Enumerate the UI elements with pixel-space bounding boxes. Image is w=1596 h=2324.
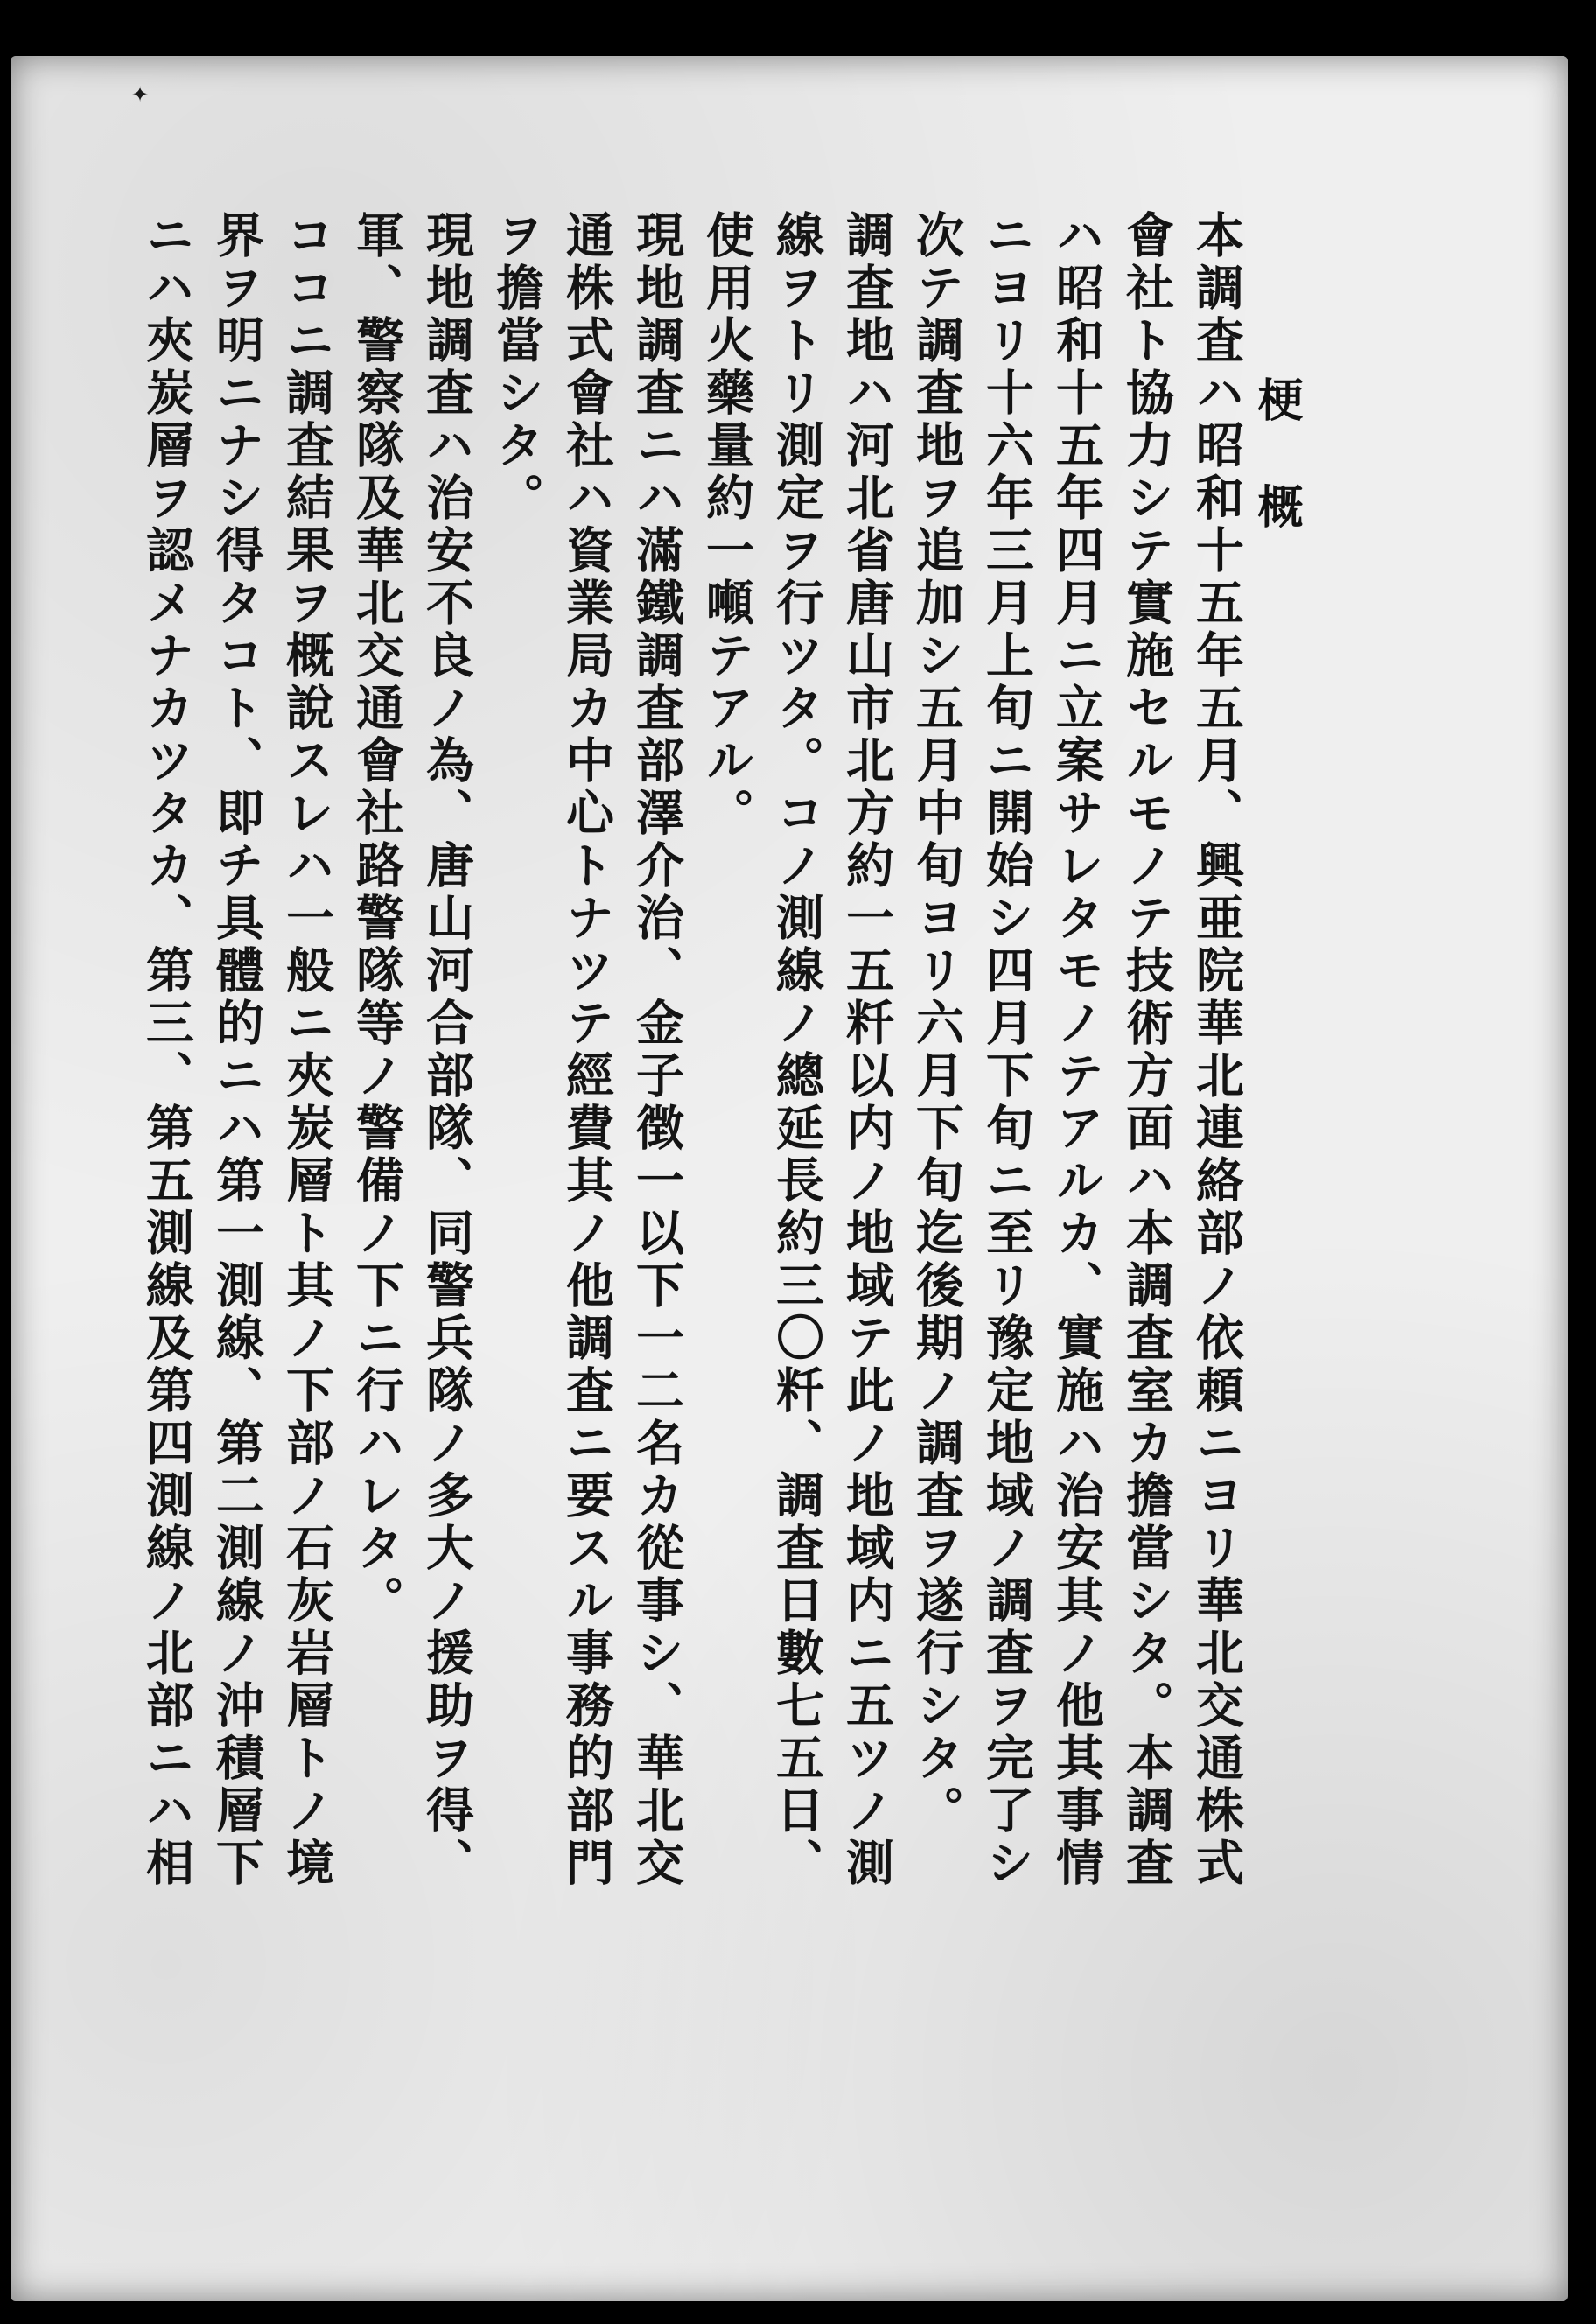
text-column-8: 使用火藥量約一噸テアル。: [698, 210, 755, 840]
text-column-6: 調査地ハ河北省唐山市北方約一五粁以内ノ地域テ此ノ地域内ニ五ツノ測: [838, 210, 895, 1890]
text-column-16: ニハ夾炭層ヲ認メナカツタカ、第三、第五測線及第四測線ノ北部ニハ相: [138, 210, 195, 1890]
text-column-1: 本調査ハ昭和十五年五月、興亜院華北連絡部ノ依頼ニヨリ華北交通株式: [1188, 210, 1245, 1890]
body-text: [138, 210, 1251, 2082]
text-column-2: 會社ト協力シテ實施セルモノテ技術方面ハ本調査室カ擔當シタ。本調査: [1118, 210, 1175, 1890]
text-column-4: ニヨリ十六年三月上旬ニ開始シ四月下旬ニ至リ豫定地域ノ調査ヲ完了シ: [978, 210, 1035, 1890]
text-column-5: 次テ調査地ヲ追加シ五月中旬ヨリ六月下旬迄後期ノ調査ヲ遂行シタ。: [908, 210, 965, 1838]
text-column-12: 現地調査ハ治安不良ノ為、唐山河合部隊、同警兵隊ノ多大ノ援助ヲ得、: [418, 210, 475, 1890]
text-column-11: ヲ擔當シタ。: [488, 210, 545, 525]
text-column-15: 界ヲ明ニナシ得タコト、即チ具體的ニハ第一測線、第二測線ノ沖積層下: [208, 210, 265, 1890]
text-column-3: ハ昭和十五年四月ニ立案サレタモノテアルカ、實施ハ治安其ノ他其事情: [1048, 210, 1105, 1890]
text-column-13: 軍、警察隊及華北交通會社路警隊等ノ警備ノ下ニ行ハレタ。: [348, 210, 405, 1628]
section-heading: 梗概: [1250, 376, 1303, 590]
text-column-7: 線ヲトリ測定ヲ行ツタ。コノ測線ノ總延長約三〇粁、調査日數七五日、: [768, 210, 825, 1890]
speck-mark: ✦: [131, 82, 150, 107]
text-column-9: 現地調査ニハ滿鐵調査部澤介治、金子徴一以下一二名カ從事シ、華北交: [628, 210, 685, 1890]
text-column-10: 通株式會社ハ資業局カ中心トナツテ經費其ノ他調査ニ要スル事務的部門: [558, 210, 615, 1890]
text-column-14: ココニ調査結果ヲ概說スレハ一般ニ夾炭層ト其ノ下部ノ石灰岩層トノ境: [278, 210, 335, 1890]
